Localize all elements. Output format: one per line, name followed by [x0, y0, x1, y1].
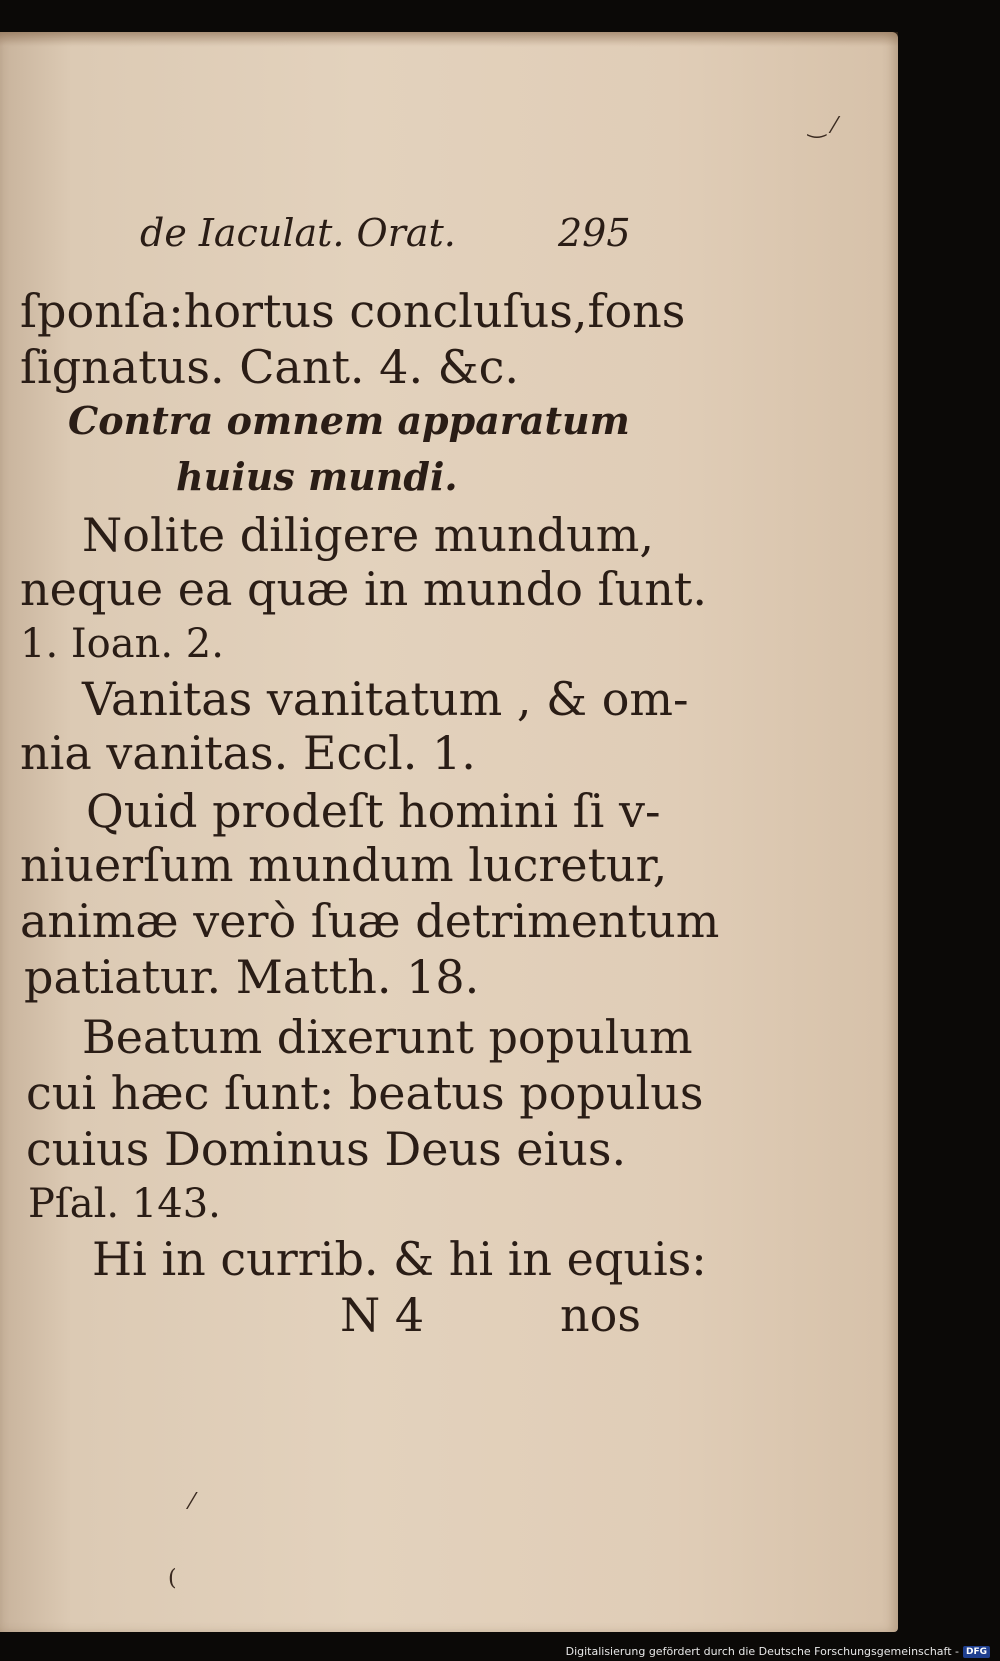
text-line-7: 1. Ioan. 2. — [20, 621, 224, 667]
text-line-14: Beatum dixerunt populum — [82, 1010, 693, 1064]
text-line-13: patiatur. Matth. 18. — [24, 950, 480, 1004]
margin-mark-bottom: ( — [168, 1566, 177, 1591]
text-line-9: nia vanitas. Eccl. 1. — [20, 726, 476, 780]
text-line-6: neque ea quæ in mundo ſunt. — [20, 562, 707, 616]
text-line-1: ſponſa:hortus concluſus,fons — [20, 284, 686, 338]
digitization-credit — [566, 1645, 990, 1658]
catchword: nos — [560, 1288, 641, 1342]
page-number: 295 — [558, 211, 631, 255]
margin-mark: ‿ ⁄ — [808, 114, 837, 139]
text-line-2: ſignatus. Cant. 4. &c. — [20, 340, 520, 394]
margin-mark-lower: ⁄ — [190, 1490, 194, 1515]
text-line-18: Hi in currib. & hi in equis: — [92, 1232, 707, 1286]
page-top-edge — [0, 32, 898, 46]
section-heading-line-2: huius mundi. — [176, 454, 458, 499]
signature-mark: N 4 — [340, 1288, 425, 1342]
text-line-5: Nolite diligere mundum, — [82, 508, 654, 562]
text-line-17: Pſal. 143. — [28, 1181, 221, 1227]
running-header: de Iaculat. Orat. — [140, 211, 456, 255]
text-line-10: Quid prodeſt homini ſi v- — [86, 784, 661, 838]
text-line-16: cuius Dominus Deus eius. — [26, 1122, 627, 1176]
dfg-logo: DFG — [963, 1646, 990, 1658]
credit-text: Digitalisierung gefördert durch die Deutsche Forschungsgemeinschaft - — [565, 1645, 959, 1658]
text-line-15: cui hæc ſunt: beatus populus — [26, 1066, 704, 1120]
text-line-8: Vanitas vanitatum , & om- — [82, 672, 689, 726]
footer-bar — [0, 1641, 1000, 1661]
section-heading-line-1: Contra omnem apparatum — [68, 398, 630, 443]
text-line-12: animæ verò ſuæ detrimentum — [20, 894, 720, 948]
text-line-11: niuerſum mundum lucretur, — [20, 838, 668, 892]
